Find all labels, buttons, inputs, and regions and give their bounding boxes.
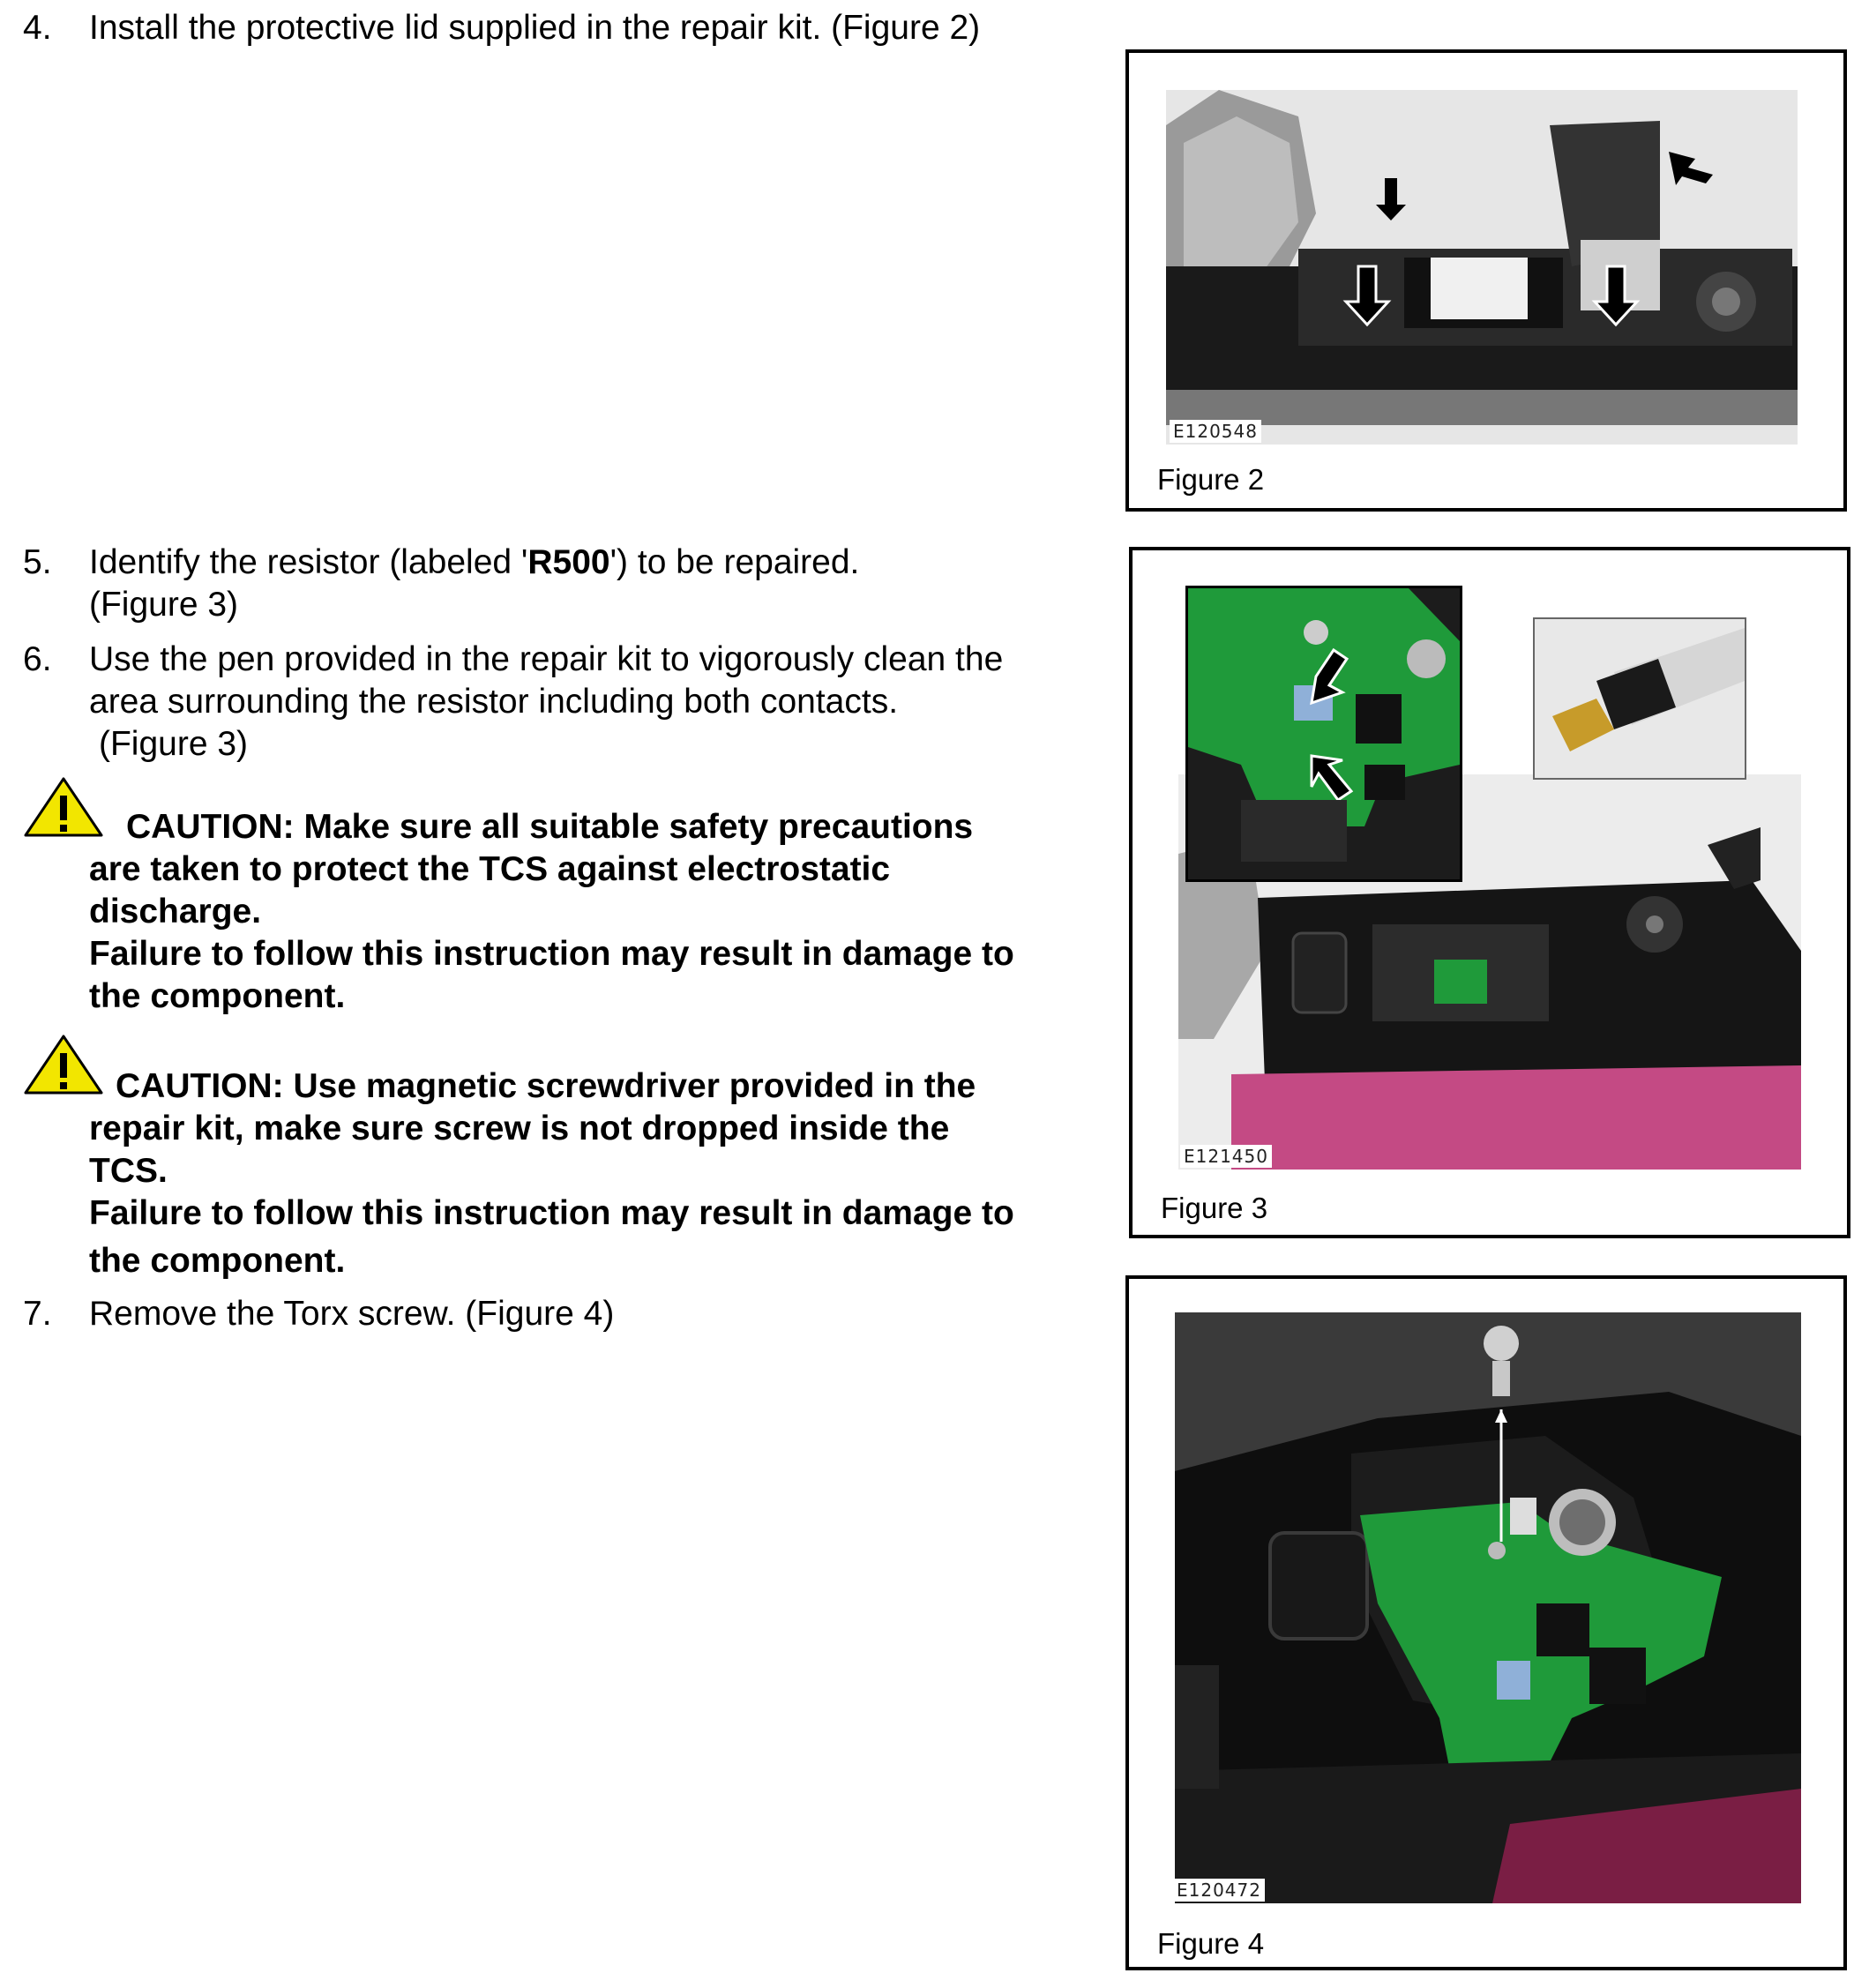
figure-4-caption: Figure 4 [1157, 1927, 1265, 1960]
figure-3-frame [1129, 547, 1850, 1238]
caution-2-line-2: repair kit, make sure screw is not dropped inside the [89, 1110, 950, 1147]
caution-2-line-4: Failure to follow this instruction may result in damage to [89, 1194, 1014, 1232]
figure-4-photo [1175, 1312, 1801, 1903]
figure-4-code: E120472 [1173, 1879, 1265, 1902]
figure-2-code: E120548 [1170, 420, 1261, 443]
step-4-text: Install the protective lid supplied in the repair kit. (Figure 2) [89, 9, 981, 47]
caution-1-line-2: are taken to protect the TCS against electrostatic [89, 850, 891, 888]
caution-1-line-4: Failure to follow this instruction may result in damage to [89, 935, 1014, 973]
caution-2-line-1: CAUTION: Use magnetic screwdriver provided in the [116, 1067, 976, 1105]
caution-2-line-3: TCS. [89, 1152, 168, 1190]
caution-1-line-5: the component. [89, 977, 346, 1015]
step-6-line-1: Use the pen provided in the repair kit to vigorously clean the [89, 640, 1004, 678]
figure-3-code: E121450 [1180, 1145, 1272, 1168]
step-6-line-2: area surrounding the resistor including both contacts. [89, 683, 899, 721]
warning-triangle-icon [23, 1034, 104, 1095]
caution-1-line-1: CAUTION: Make sure all suitable safety precautions [126, 808, 974, 846]
figure-4-frame [1125, 1275, 1847, 1970]
figure-3-caption: Figure 3 [1161, 1192, 1268, 1224]
figure-2-photo [1166, 90, 1798, 445]
step-7-text: Remove the Torx screw. (Figure 4) [89, 1295, 615, 1333]
figure-3-inset-pcb [1185, 586, 1462, 882]
figure-3-inset-pen [1533, 617, 1746, 780]
caution-2-line-5: the component. [89, 1242, 346, 1280]
step-5-line-1 [89, 542, 859, 584]
step-4-number: 4. [23, 9, 52, 47]
figure-2-frame [1125, 49, 1847, 512]
step-5-text-post: ') to be repaired. [609, 543, 860, 581]
caution-1-line-3: discharge. [89, 893, 262, 930]
step-6-number: 6. [23, 640, 52, 678]
step-5-line-2: (Figure 3) [89, 586, 239, 624]
step-7-number: 7. [23, 1295, 52, 1333]
resistor-label: R500 [527, 543, 610, 581]
step-5-text-pre: Identify the resistor (labeled ' [89, 543, 528, 581]
warning-triangle-icon [23, 776, 104, 838]
figure-2-caption: Figure 2 [1157, 463, 1265, 496]
step-5-number: 5. [23, 543, 52, 581]
step-6-line-3: (Figure 3) [99, 725, 249, 763]
